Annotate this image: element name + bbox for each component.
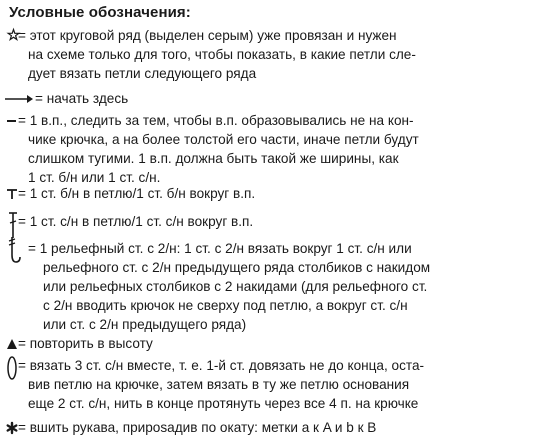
legend-text-line: = вшить рукава, приposадив по окату: метки a к A и b к B: [18, 420, 377, 435]
legend-text-line: = начать здесь: [35, 91, 129, 106]
legend-text-line: = 1 в.п., следить за тем, чтобы в.п. образовывались не на кон-: [18, 113, 414, 128]
legend-text-line: = 1 рельефный ст. с 2/н: 1 ст. с 2/н вязать вокруг 1 ст. с/н или: [28, 241, 412, 256]
legend-text-line: рельефного ст. с 2/н предыдущего ряда столбиков с накидом: [43, 260, 431, 275]
legend-text-line: = 1 ст. б/н в петлю/1 ст. б/н вокруг в.п.: [18, 186, 256, 201]
legend-text-line: вив петлю на крючке, затем вязать в ту же петлю основания: [28, 377, 410, 392]
legend-text-line: = повторить в высоту: [18, 336, 153, 351]
legend-text-line: = этот круговой ряд (выделен серым) уже провязан и нужен: [18, 28, 397, 43]
legend-text-line: чике крючка, а на более толстой его части, иначе петли будут: [28, 132, 419, 147]
legend-title: Условные обозначения:: [9, 4, 191, 21]
legend-text-line: с 2/н вводить крючок не сверху под петлю, а вокруг ст. с/н: [43, 298, 408, 313]
legend-text-line: или ст. с 2/н предыдущего ряда): [43, 317, 247, 332]
arrow-right-icon: [3, 89, 33, 109]
legend-text-line: слишком тугими. 1 в.п. должна быть такой же ширины, как: [28, 151, 399, 166]
legend-text-line: или рельефных столбиков с 2 накидами (для рельефного ст.: [43, 279, 428, 294]
legend-text-line: дует вязать петли следующего ряда: [28, 66, 257, 81]
legend-text-line: еще 2 ст. с/н, нить в конце протянуть через все 4 п. на крючке: [28, 396, 419, 411]
legend-text-line: = вязать 3 ст. с/н вместе, т. е. 1-й ст. довязать не до конца, оста-: [18, 358, 425, 373]
legend-text-line: 1 ст. б/н или 1 ст. с/н.: [28, 170, 161, 185]
legend-text-line: = 1 ст. с/н в петлю/1 ст. с/н вокруг в.п.: [18, 214, 254, 229]
legend-text-line: на схеме только для того, чтобы показать, в какие петли сле-: [28, 47, 416, 62]
